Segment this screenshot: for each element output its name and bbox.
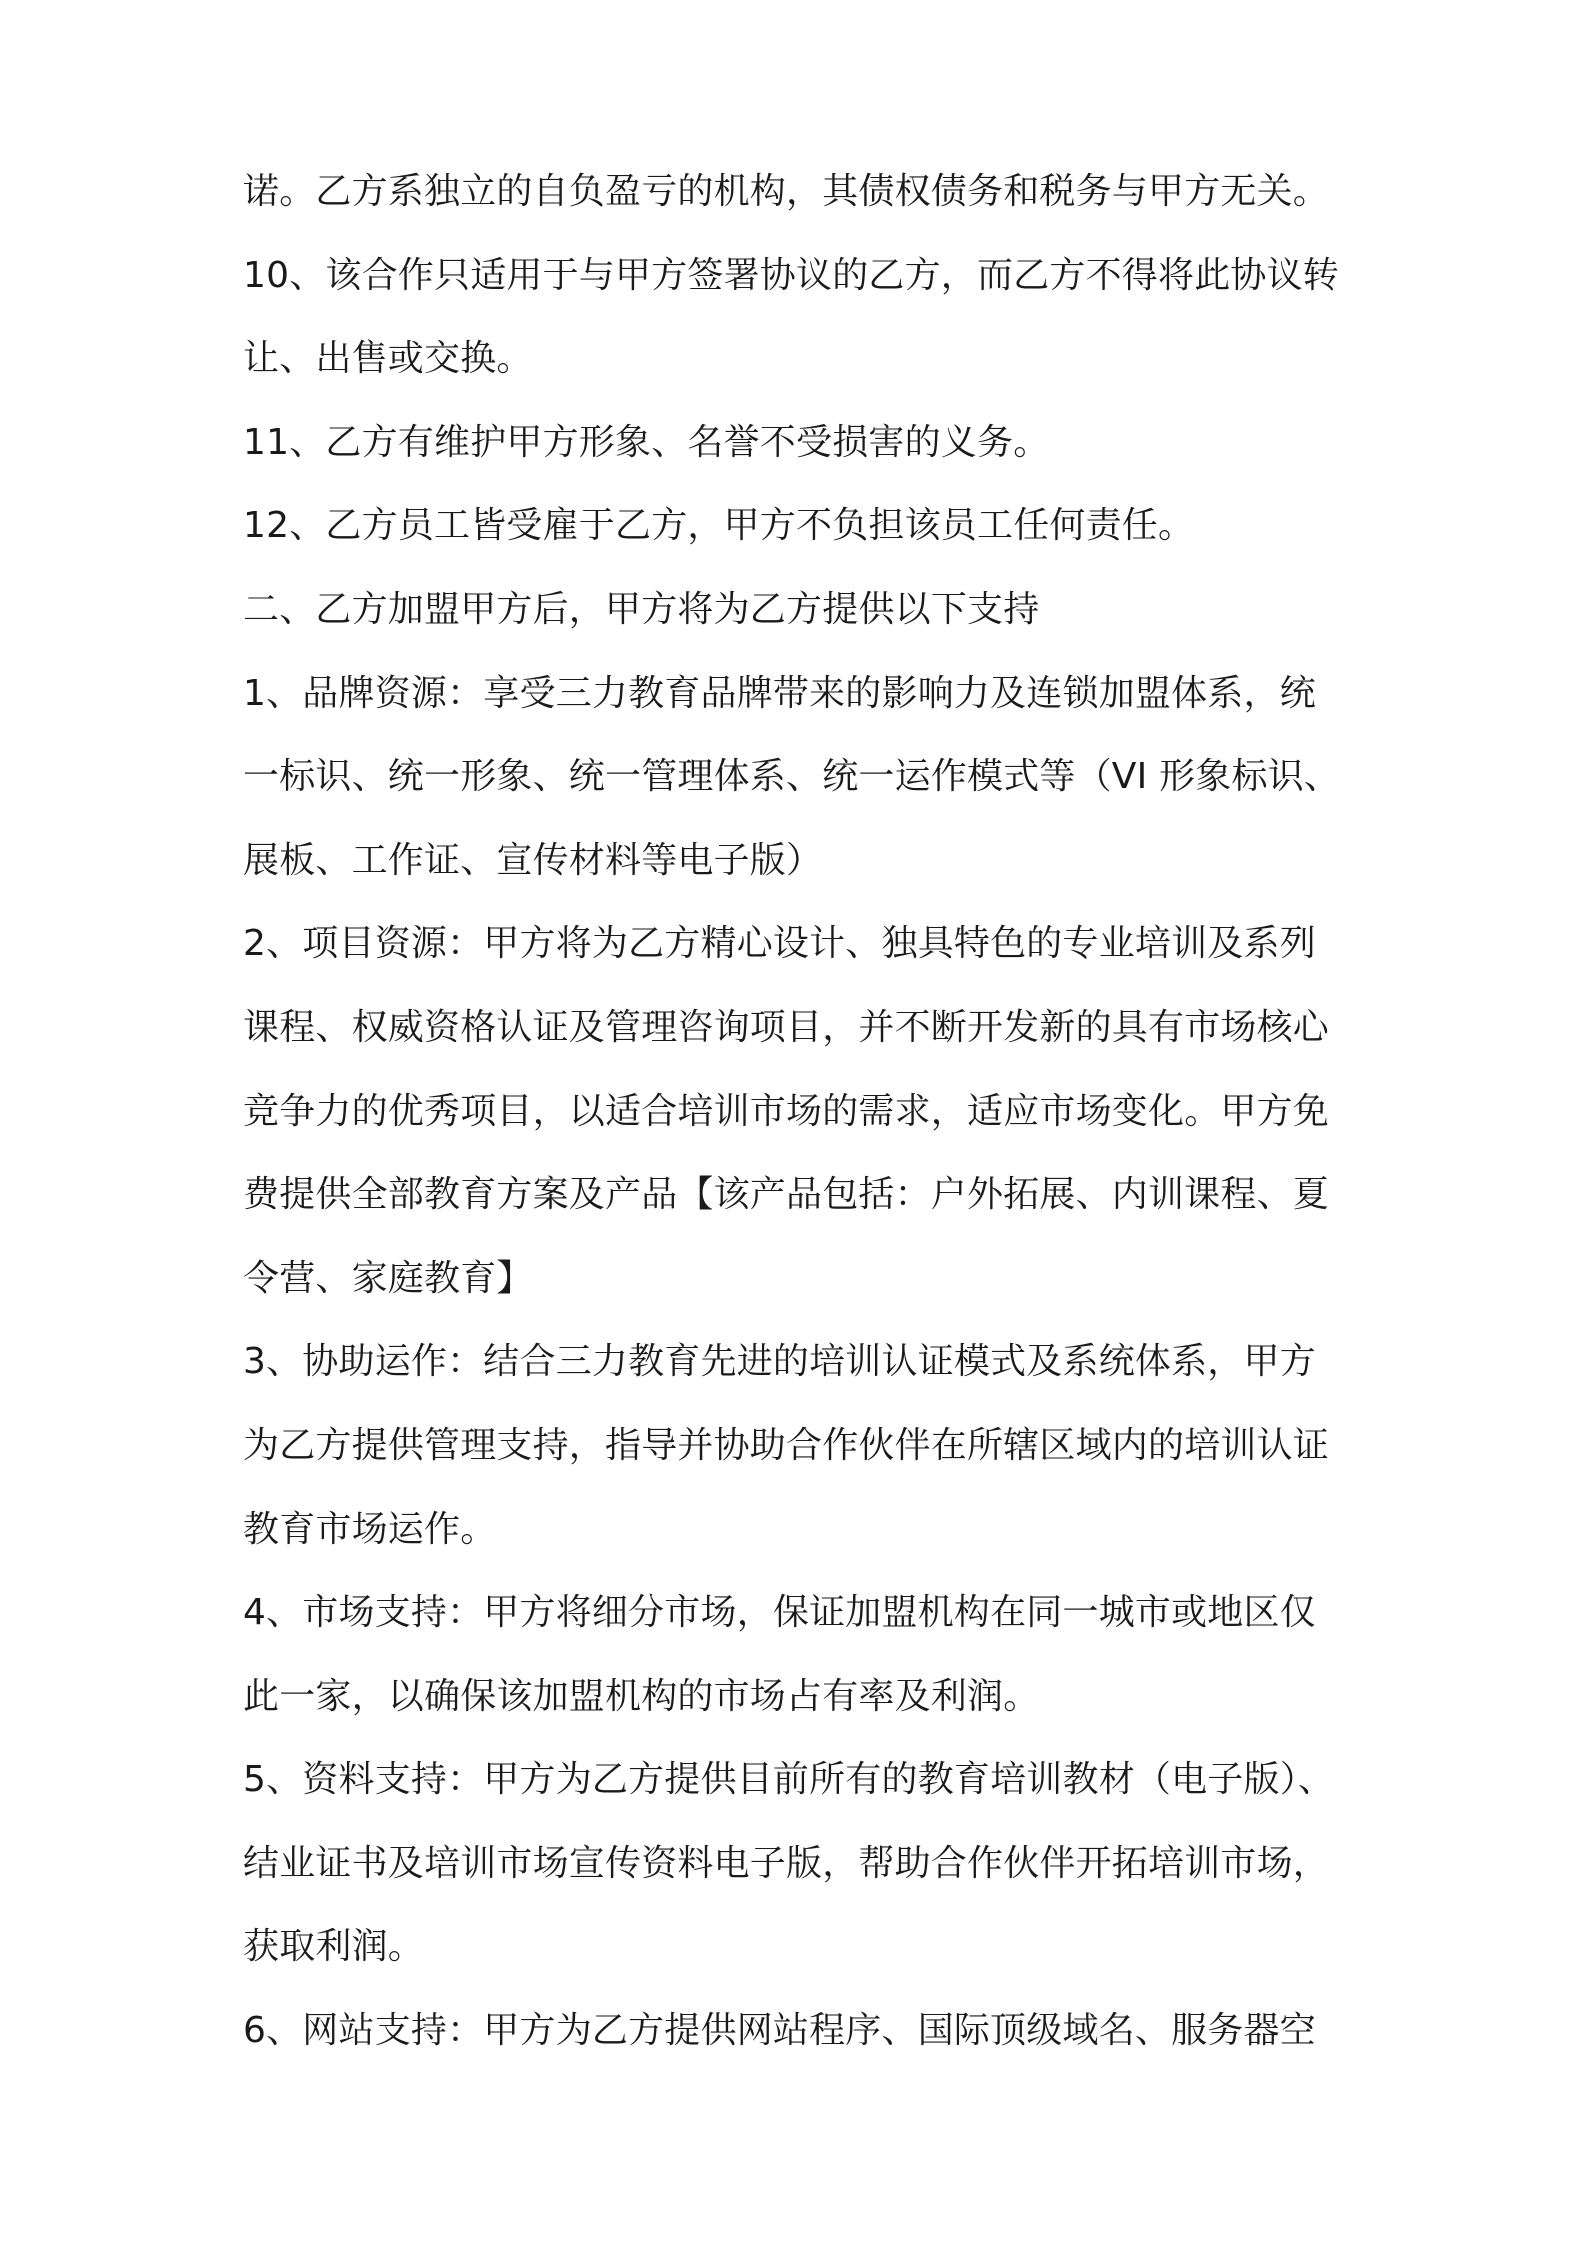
text-line: 6、网站支持：甲方为乙方提供网站程序、国际顶级域名、服务器空 [243, 2010, 1316, 2052]
section-heading: 二、乙方加盟甲方后，甲方将为乙方提供以下支持 [243, 588, 1040, 630]
text-line: 为乙方提供管理支持，指导并协助合作伙伴在所辖区域内的培训认证 [243, 1424, 1330, 1466]
text-line: 3、协助运作：结合三力教育先进的培训认证模式及系统体系，甲方 [243, 1341, 1316, 1383]
text-line: 结业证书及培训市场宣传资料电子版，帮助合作伙伴开拓培训市场， [243, 1842, 1330, 1884]
text-line: 1、品牌资源：享受三力教育品牌带来的影响力及连锁加盟体系，统 [243, 672, 1316, 714]
text-line: 4、市场支持：甲方将细分市场，保证加盟机构在同一城市或地区仅 [243, 1592, 1316, 1634]
text-line: 令营、家庭教育】 [243, 1257, 533, 1299]
text-line: 一标识、统一形象、统一管理体系、统一运作模式等（VI 形象标识、 [243, 756, 1341, 798]
text-line: 竞争力的优秀项目，以适合培训市场的需求，适应市场变化。甲方免 [243, 1090, 1330, 1132]
text-line: 教育市场运作。 [243, 1508, 497, 1550]
text-line: 10、该合作只适用于与甲方签署协议的乙方，而乙方不得将此协议转 [243, 254, 1340, 296]
text-line: 5、资料支持：甲方为乙方提供目前所有的教育培训教材（电子版）、 [243, 1759, 1335, 1801]
text-line: 课程、权威资格认证及管理咨询项目，并不断开发新的具有市场核心 [243, 1006, 1330, 1048]
text-line: 让、出售或交换。 [243, 338, 533, 380]
text-line: 费提供全部教育方案及产品【该产品包括：户外拓展、内训课程、夏 [243, 1174, 1330, 1216]
text-line: 11、乙方有维护甲方形象、名誉不受损害的义务。 [243, 421, 1050, 463]
text-line: 此一家，以确保该加盟机构的市场占有率及利润。 [243, 1675, 1040, 1717]
text-line: 12、乙方员工皆受雇于乙方，甲方不负担该员工任何责任。 [243, 505, 1195, 547]
text-line: 诺。乙方系独立的自负盈亏的机构，其债权债务和税务与甲方无关。 [243, 171, 1330, 212]
text-line: 获取利润。 [243, 1926, 425, 1968]
text-line: 2、项目资源：甲方将为乙方精心设计、独具特色的专业培训及系列 [243, 923, 1316, 965]
text-line: 展板、工作证、宣传材料等电子版） [243, 839, 823, 881]
document-body [243, 150, 1363, 2073]
